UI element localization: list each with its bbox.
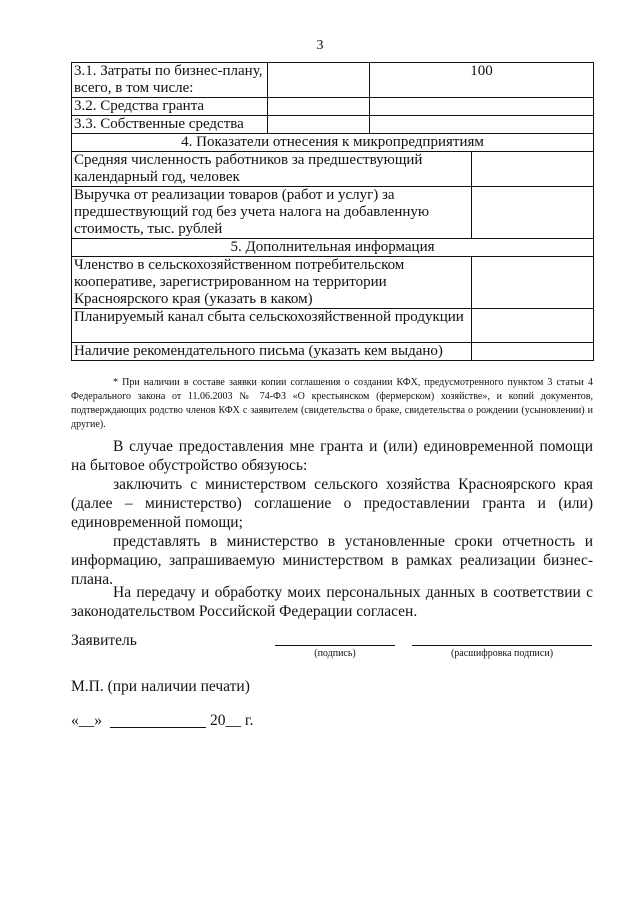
row-3-1-value-2: 100: [370, 63, 594, 98]
section-header: [72, 134, 594, 152]
row-3-3-value-1: [268, 116, 370, 134]
signature-caption: (подпись): [314, 648, 356, 659]
paragraph-agreement: заключить с министерством сельского хозяйства Красноярского края (далее – министерство) соглашение о предоставлении гранта и (или) единовременной помощи;: [71, 476, 593, 531]
date-month-line: [110, 727, 206, 728]
row-3-2-label: 3.2. Средства гранта: [72, 98, 268, 116]
table-row: [72, 63, 594, 98]
stamp-label: М.П. (при наличии печати): [71, 678, 250, 695]
page-number: 3: [316, 38, 324, 53]
row-4-2-value: [472, 187, 594, 239]
row-5-3-label: Наличие рекомендательного письма (указать кем выдано): [72, 343, 472, 361]
footnote: * При наличии в составе заявки копии соглашения о создании КФХ, предусмотренного пунктом 3 статьи 4 Федерального закона от 11.06.2003 № 74-ФЗ «О крестьянском (фермерском) хозяйстве», и копий документов, подтверждающих родство членов КФХ с заявителем (свидетельства о браке, свидетельства о рождении (усыновлении) и другие).: [71, 377, 593, 430]
paragraph-personal-data-consent: На передачу и обработку моих персональных данных в соответствии с законодательством Российской Федерации согласен.: [71, 584, 593, 620]
row-5-1-label: Членство в сельскохозяйственном потребительском кооперативе, зарегистрированном на территории Красноярского края (указать в каком): [72, 257, 472, 309]
row-3-2-value-2: [370, 98, 594, 116]
section-4-title: 4. Показатели отнесения к микропредприятиям: [72, 134, 594, 152]
table-row: [72, 152, 594, 187]
table-row: [72, 257, 594, 309]
row-4-2-label: Выручка от реализации товаров (работ и услуг) за предшествующий год без учета налога на добавленную стоимость, тыс. рублей: [72, 187, 472, 239]
table-row: [72, 343, 594, 361]
date-day: «__»: [71, 712, 102, 729]
row-5-2-value: [472, 309, 594, 343]
row-3-1-value-1: [268, 63, 370, 98]
row-3-2-value-1: [268, 98, 370, 116]
row-4-1-value: [472, 152, 594, 187]
section-header: [72, 239, 594, 257]
paragraph-obligation-intro: В случае предоставления мне гранта и (или) единовременной помощи на бытовое обустройство обязуюсь:: [71, 438, 593, 474]
paragraph-reporting: представлять в министерство в установленные сроки отчетность и информацию, запрашиваемую министерством в рамках реализации бизнес-плана.: [71, 533, 593, 588]
table-row: [72, 98, 594, 116]
row-3-3-label: 3.3. Собственные средства: [72, 116, 268, 134]
section-5-title: 5. Дополнительная информация: [72, 239, 594, 257]
row-4-1-label: Средняя численность работников за предшествующий календарный год, человек: [72, 152, 472, 187]
table-row: [72, 309, 594, 343]
row-3-3-value-2: [370, 116, 594, 134]
table-row: [72, 187, 594, 239]
signature-line: [275, 645, 395, 646]
row-5-1-value: [472, 257, 594, 309]
applicant-label: Заявитель: [71, 632, 137, 649]
date-year: 20__ г.: [210, 712, 254, 729]
table-row: [72, 116, 594, 134]
row-5-3-value: [472, 343, 594, 361]
signature-decryption-line: [412, 645, 592, 646]
row-3-1-label: 3.1. Затраты по бизнес-плану, всего, в том числе:: [72, 63, 268, 98]
row-5-2-label: Планируемый канал сбыта сельскохозяйственной продукции: [72, 309, 472, 343]
decryption-caption: (расшифровка подписи): [450, 648, 554, 659]
application-table: [71, 62, 594, 361]
